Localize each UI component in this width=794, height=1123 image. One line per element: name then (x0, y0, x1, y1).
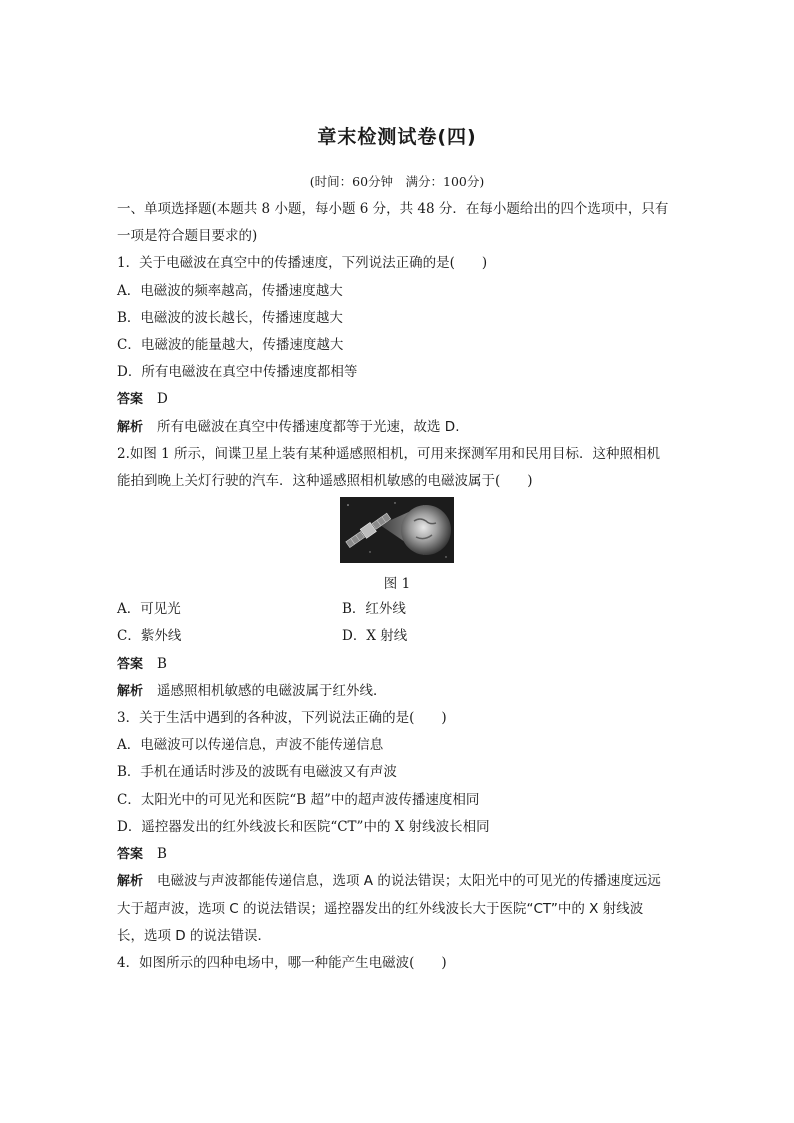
answer-label: 答案 (117, 392, 144, 407)
q3-option-b: B．手机在通话时涉及的波既有电磁波又有声波 (117, 764, 397, 780)
section-heading-line1: 一、单项选择题(本题共 8 小题，每小题 6 分，共 48 分．在每小题给出的四个选项中，只有 (117, 201, 669, 217)
q3-answer (117, 845, 167, 864)
q1-answer (117, 390, 168, 409)
figure-caption: 图 1 (383, 576, 411, 592)
q1-analysis-text: 所有电磁波在真空中传播速度都等于光速，故选 D. (157, 419, 460, 435)
section-heading-line2: 一项是符合题目要求的) (117, 228, 258, 244)
q2-option-b: B．红外线 (342, 601, 406, 617)
q3-analysis-line3: 长，选项 D 的说法错误． (117, 928, 271, 944)
q3-option-a: A．电磁波可以传递信息，声波不能传递信息 (117, 737, 384, 753)
q1-option-c: C．电磁波的能量越大，传播速度越大 (117, 337, 344, 353)
q3-answer-value: B (157, 846, 167, 862)
q3-option-c: C．太阳光中的可见光和医院“B 超”中的超声波传播速度相同 (117, 792, 480, 808)
q4-stem: 4．如图所示的四种电场中，哪一种能产生电磁波( ) (117, 955, 447, 971)
q2-stem-line1: 2.如图 1 所示，间谍卫星上装有某种遥感照相机，可用来探测军用和民用目标．这种照相机 (117, 446, 661, 462)
q2-analysis (117, 682, 387, 701)
analysis-label: 解析 (117, 874, 144, 889)
q1-option-b: B．电磁波的波长越长，传播速度越大 (117, 310, 343, 326)
exam-info: (时间：60分钟 满分：100分) (309, 174, 485, 189)
satellite-figure (340, 497, 454, 563)
q2-option-c: C．紫外线 (117, 628, 182, 644)
answer-label: 答案 (117, 657, 144, 672)
q3-analysis (117, 872, 661, 891)
page-title: 章末检测试卷(四) (317, 126, 477, 148)
q3-option-d: D．遥控器发出的红外线波长和医院“CT”中的 X 射线波长相同 (117, 819, 490, 835)
q1-answer-value: D (157, 391, 168, 407)
q1-option-d: D．所有电磁波在真空中传播速度都相等 (117, 364, 358, 380)
q1-analysis (117, 418, 460, 437)
q2-stem-line2: 能拍到晚上关灯行驶的汽车．这种遥感照相机敏感的电磁波属于( ) (117, 473, 533, 489)
q2-option-d: D．X 射线 (342, 628, 408, 644)
q2-option-a: A．可见光 (117, 601, 181, 617)
q1-stem: 1．关于电磁波在真空中的传播速度，下列说法正确的是( ) (117, 255, 488, 271)
analysis-label: 解析 (117, 420, 144, 435)
q3-analysis-line1: 电磁波与声波都能传递信息，选项 A 的说法错误；太阳光中的可见光的传播速度远远 (157, 873, 661, 889)
q1-option-a: A．电磁波的频率越高，传播速度越大 (117, 283, 343, 299)
q2-answer (117, 655, 167, 674)
q2-analysis-text: 遥感照相机敏感的电磁波属于红外线． (157, 683, 387, 699)
q2-answer-value: B (157, 656, 167, 672)
answer-label: 答案 (117, 847, 144, 862)
analysis-label: 解析 (117, 684, 144, 699)
q3-stem: 3．关于生活中遇到的各种波，下列说法正确的是( ) (117, 710, 447, 726)
q3-analysis-line2: 大于超声波，选项 C 的说法错误；遥控器发出的红外线波长大于医院“CT”中的 X 射线波 (117, 901, 644, 917)
